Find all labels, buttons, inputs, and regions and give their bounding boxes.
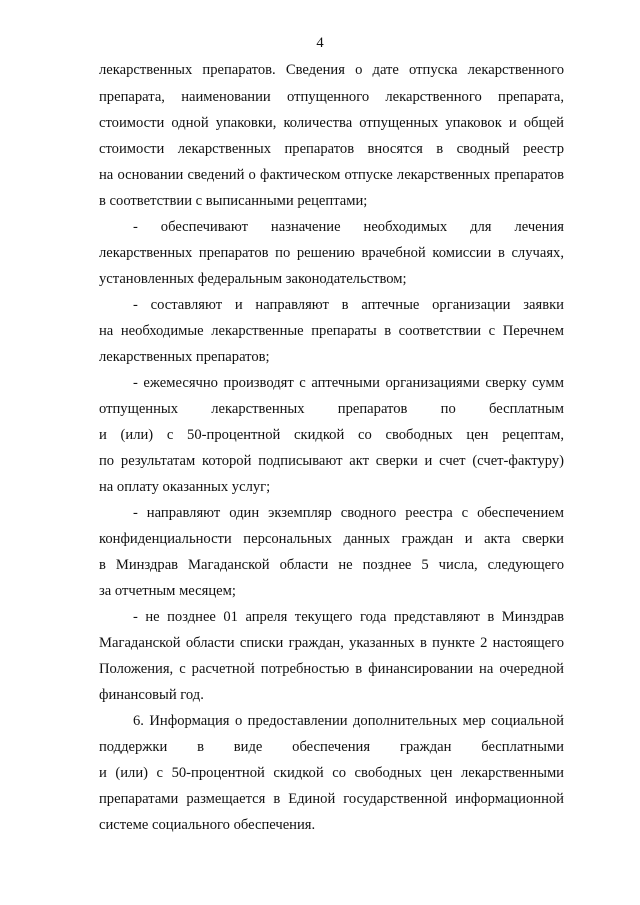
paragraph-line: конфиденциальности персональных данных граждан и акта сверки <box>99 531 564 547</box>
paragraph-line: препаратами размещается в Единой государственной информационной <box>99 791 564 807</box>
paragraph-line: лекарственных препаратов по решению врачебной комиссии в случаях, <box>99 245 564 261</box>
paragraph-line: стоимости лекарственных препаратов вносятся в сводный реестр <box>99 141 564 157</box>
paragraph-line: на необходимые лекарственные препараты в соответствии с Перечнем <box>99 323 564 339</box>
paragraph-line: Магаданской области списки граждан, указанных в пункте 2 настоящего <box>99 635 564 651</box>
paragraph-line: на основании сведений о фактическом отпуске лекарственных препаратов <box>99 167 564 183</box>
paragraph-line: - направляют один экземпляр сводного реестра с обеспечением <box>133 505 564 521</box>
paragraph-line: финансовый год. <box>99 687 204 703</box>
paragraph-line: - составляют и направляют в аптечные организации заявки <box>133 297 564 313</box>
paragraph-line: Положения, с расчетной потребностью в финансировании на очередной <box>99 661 564 677</box>
paragraph-line: поддержки в виде обеспечения граждан бесплатными <box>99 739 564 755</box>
paragraph-line: системе социального обеспечения. <box>99 817 316 833</box>
paragraph-line: в Минздрав Магаданской области не позднее 5 числа, следующего <box>99 557 564 573</box>
paragraph-line: установленных федеральным законодательством; <box>99 271 407 287</box>
paragraph-line: 6. Информация о предоставлении дополнительных мер социальной <box>133 713 564 729</box>
paragraph-line: за отчетным месяцем; <box>99 583 236 599</box>
paragraph-line: лекарственных препаратов; <box>99 349 270 365</box>
paragraph-line: и (или) с 50-процентной скидкой со свободных цен рецептам, <box>99 427 564 443</box>
page-number: 4 <box>316 35 324 51</box>
paragraph-line: - обеспечивают назначение необходимых для лечения <box>133 219 564 235</box>
paragraph-line: отпущенных лекарственных препаратов по бесплатным <box>99 401 564 417</box>
paragraph-line: и (или) с 50-процентной скидкой со свободных цен лекарственными <box>99 765 564 781</box>
paragraph-line: препарата, наименовании отпущенного лекарственного препарата, <box>99 89 564 105</box>
paragraph-line: - ежемесячно производят с аптечными организациями сверку сумм <box>133 375 564 391</box>
paragraph-line: на оплату оказанных услуг; <box>99 479 271 495</box>
paragraph-line: по результатам которой подписывают акт сверки и счет (счет-фактуру) <box>99 453 564 469</box>
paragraph-line: - не позднее 01 апреля текущего года представляют в Минздрав <box>133 609 564 625</box>
paragraph-line: стоимости одной упаковки, количества отпущенных упаковок и общей <box>99 115 564 131</box>
paragraph-line: лекарственных препаратов. Сведения о дате отпуска лекарственного <box>99 62 564 78</box>
paragraph-line: в соответствии с выписанными рецептами; <box>99 193 368 209</box>
